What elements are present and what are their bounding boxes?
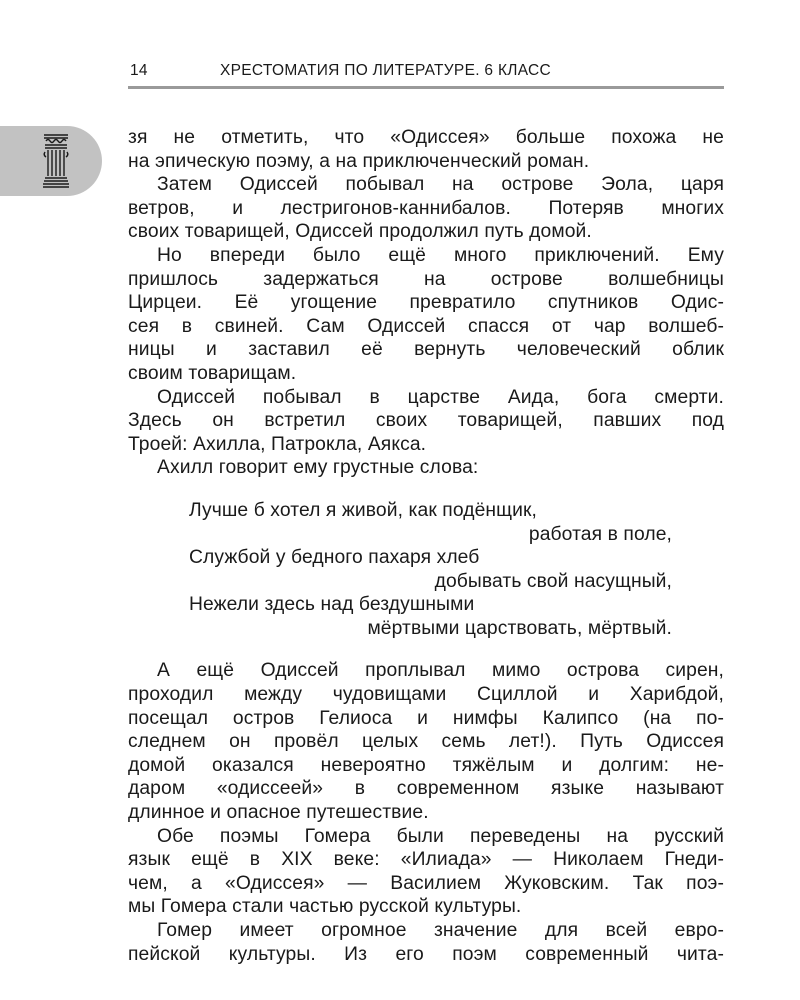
text-line: пришлось задержаться на острове волшебницы [128,268,724,290]
paragraph [128,386,724,457]
poem-line: работая в поле, [528,523,672,545]
text-line: Троей: Ахилла, Патрокла, Аякса. [128,433,427,455]
text-line: язык ещё в XIX веке: «Илиада» — Николаем Гнеди- [128,849,724,871]
column-capital-icon [42,132,70,188]
poem-line: Службой у бедного пахаря хлеб [189,547,480,569]
text-line: своих товарищей, Одиссей продолжил путь домой. [128,221,592,243]
text-line: Но впереди было ещё много приключений. Ему [157,244,724,266]
text-line: длинное и опасное путешествие. [128,802,429,824]
text-line: пейской культуры. Из его поэм современный чита- [128,943,724,965]
header-rule [128,86,724,89]
poem-line: мёртвыми царствовать, мёртвый. [367,617,672,639]
page-number: 14 [130,62,148,79]
paragraph [128,126,724,173]
poem-line: добывать свой насущный, [434,570,672,592]
text-line: ветров, и лестригонов-каннибалов. Потеряв многих [128,197,724,219]
text-line: А ещё Одиссей проплывал мимо острова сирен, [157,660,724,682]
poem-quote [128,499,724,641]
poem-line: Нежели здесь над бездушными [189,594,475,616]
text-line: сея в свиней. Сам Одиссей спасся от чар волшеб- [128,315,724,337]
paragraph [128,173,724,244]
poem-line: Лучше б хотел я живой, как подёнщик, [189,499,537,521]
text-line: посещал остров Гелиоса и нимфы Калипсо (на по- [128,707,724,729]
text-line: на эпическую поэму, а на приключенческий роман. [128,150,590,172]
text-line: домой оказался невероятно тяжёлым и долгим: не- [128,754,724,776]
text-line: Цирцеи. Её угощение превратило спутников Одис- [128,292,724,314]
text-line: проходил между чудовищами Сциллой и Харибдой, [128,684,724,706]
page-header [128,60,722,84]
text-line: даром «одиссеей» в современном языке называют [128,778,724,800]
text-line: Затем Одиссей побывал на острове Эола, царя [157,174,724,196]
paragraph [128,244,724,386]
paragraph [128,919,724,966]
paragraph [128,659,724,824]
paragraph [128,825,724,919]
text-line: ницы и заставил её вернуть человеческий облик [128,339,724,361]
text-line: чем, а «Одиссея» — Василием Жуковским. Так поэ- [128,872,724,894]
body-text [128,126,724,966]
text-line: своим товарищам. [128,362,297,384]
paragraph [128,456,724,480]
text-line: Гомер имеет огромное значение для всей евро- [157,920,724,941]
running-title: ХРЕСТОМАТИЯ ПО ЛИТЕРАТУРЕ. 6 КЛАСС [220,62,552,79]
text-line: Ахилл говорит ему грустные слова: [157,457,479,479]
text-line: Обе поэмы Гомера были переведены на русский [157,825,724,847]
text-line: зя не отметить, что «Одиссея» больше похожа не [128,127,724,148]
text-line: следнем он провёл целых семь лет!). Путь Одиссея [128,731,724,753]
text-line: Здесь он встретил своих товарищей, павших под [128,410,724,432]
text-line: мы Гомера стали частью русской культуры. [128,896,522,918]
text-line: Одиссей побывал в царстве Аида, бога смерти. [157,386,724,408]
